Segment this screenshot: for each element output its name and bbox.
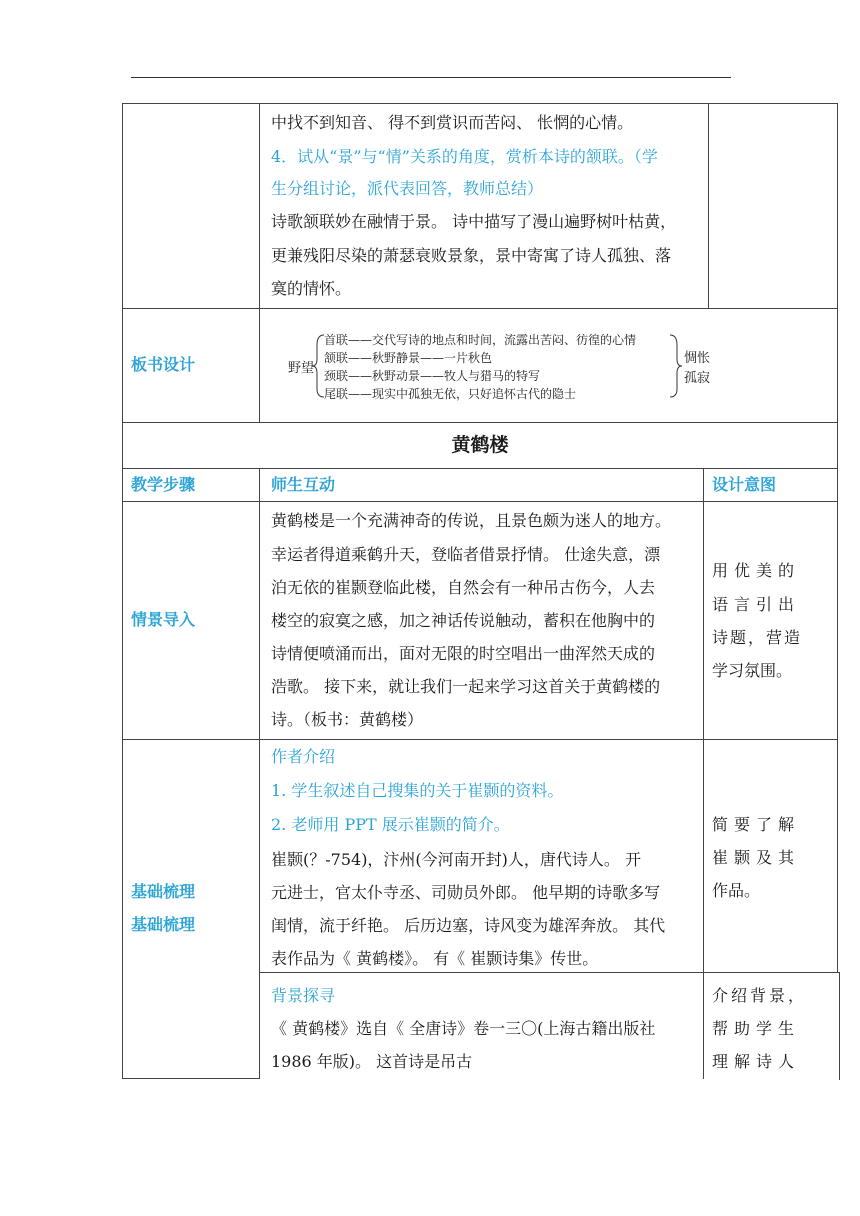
table-row-divider: [122, 739, 838, 740]
table-col-divider: [259, 468, 260, 1079]
activity-item: 2. 老师用 PPT 展示崔颢的简介。: [271, 815, 510, 834]
step-scene-intro: 情景导入: [131, 610, 196, 629]
table-border-top: [122, 422, 838, 423]
table-border-right: [837, 422, 838, 973]
text-line: 1986 年版)。 这首诗是吊古: [271, 1052, 473, 1071]
board-item-third: 颈联——秋野动景——牧人与猎马的特写: [324, 369, 541, 383]
intent-line: 诗题，营造: [712, 628, 803, 647]
intent-line: 语言引出: [712, 595, 801, 614]
text-line: 楼空的寂寞之感，加之神话传说触动，蓄积在他胸中的: [271, 611, 656, 630]
text-line: 崔颢(？-754)，汴州(今河南开封)人，唐代诗人。 开: [271, 850, 642, 869]
text-line: 《 黄鹤楼》选自《 全唐诗》卷一三〇(上海古籍出版社: [271, 1019, 656, 1038]
text-line: 诗。（板书：黄鹤楼）: [271, 710, 424, 729]
table-border-top: [122, 103, 838, 104]
text-line: 更兼残阳尽染的萧瑟衰败景象，景中寄寓了诗人孤独、落: [271, 246, 672, 265]
board-root-label: 野望: [288, 361, 315, 376]
text-line: 表作品为《 黄鹤楼》。 有《 崔颢诗集》传世。: [271, 949, 599, 968]
text-line: 幸运者得道乘鹤升天，登临者借景抒情。 仕途失意，漂: [271, 545, 661, 564]
table-border-right-lower: [839, 972, 840, 1080]
text-line: 寞的情怀。: [271, 279, 352, 298]
table-row-divider: [122, 501, 838, 502]
lesson-title: 黄鹤楼: [451, 434, 509, 456]
header-teaching-step: 教学步骤: [131, 475, 196, 494]
text-line: 黄鹤楼是一个充满神奇的传说，且景色颇为迷人的地方。: [271, 511, 672, 530]
step-basics-repeat: 基础梳理: [131, 915, 196, 934]
board-design-label: 板书设计: [131, 355, 196, 374]
intent-line: 简要了解: [712, 815, 801, 834]
text-line: 泊无依的崔颢登临此楼，自然会有一种吊古伤今，人去: [271, 578, 656, 597]
board-item-first: 首联——交代写诗的地点和时间，流露出苦闷、彷徨的心情: [324, 333, 637, 347]
author-intro-heading: 作者介绍: [271, 747, 336, 766]
right-brace: [670, 335, 682, 397]
question-line: 4．试从“景”与“情”关系的角度，赏析本诗的颔联。（学: [271, 147, 658, 166]
step-basics: 基础梳理: [131, 882, 196, 901]
table-col-divider-right: [703, 468, 704, 1079]
board-design-diagram: [280, 325, 720, 407]
table-border-left: [122, 422, 123, 1079]
intent-line: 学习氛围。: [712, 661, 793, 680]
intent-line: 理解诗人: [712, 1052, 801, 1071]
table-row-divider: [259, 972, 840, 973]
text-line: 元进士，官太仆寺丞、司勋员外郎。 他早期的诗歌多写: [271, 883, 661, 902]
board-item-second: 颔联——秋野静景——一片秋色: [324, 351, 493, 365]
header-interaction: 师生互动: [271, 475, 336, 494]
table-border-left: [122, 103, 123, 422]
activity-item: 1. 学生叙述自己搜集的关于崔颢的资料。: [271, 781, 564, 800]
table-col-divider: [259, 103, 260, 422]
left-brace: [312, 335, 324, 397]
table-border-right: [837, 103, 838, 422]
board-result-line2: 孤寂: [684, 371, 711, 386]
text-line: 诗情便喷涌而出，面对无限的时空唱出一曲浑然天成的: [271, 644, 656, 663]
text-line: 中找不到知音、 得不到赏识而苦闷、 怅惘的心情。: [271, 113, 634, 132]
text-line: 诗歌颔联妙在融情于景。 诗中描写了漫山遍野树叶枯黄，: [271, 212, 677, 231]
intent-line: 用优美的: [712, 561, 801, 580]
table-row-divider: [122, 468, 838, 469]
intent-line: 介绍背景，: [712, 986, 808, 1005]
table-col-divider-right: [708, 103, 709, 308]
table-border-bottom: [122, 1078, 260, 1079]
board-result-line1: 惆怅: [684, 351, 711, 366]
question-line: 生分组讨论，派代表回答，教师总结）: [271, 179, 544, 198]
intent-line: 帮助学生: [712, 1019, 801, 1038]
board-item-fourth: 尾联——现实中孤独无依，只好追怀古代的隐士: [324, 387, 577, 401]
intent-line: 崔颢及其: [712, 848, 801, 867]
text-line: 闺情，流于纤艳。 后历边塞，诗风变为雄浑奔放。 其代: [271, 916, 666, 935]
text-line: 浩歌。 接下来，就让我们一起来学习这首关于黄鹤楼的: [271, 677, 661, 696]
header-design-intent: 设计意图: [712, 475, 777, 494]
intent-line: 作品。: [712, 881, 761, 900]
header-rule: [131, 77, 731, 78]
table-row-divider: [122, 308, 838, 309]
background-heading: 背景探寻: [271, 986, 336, 1005]
